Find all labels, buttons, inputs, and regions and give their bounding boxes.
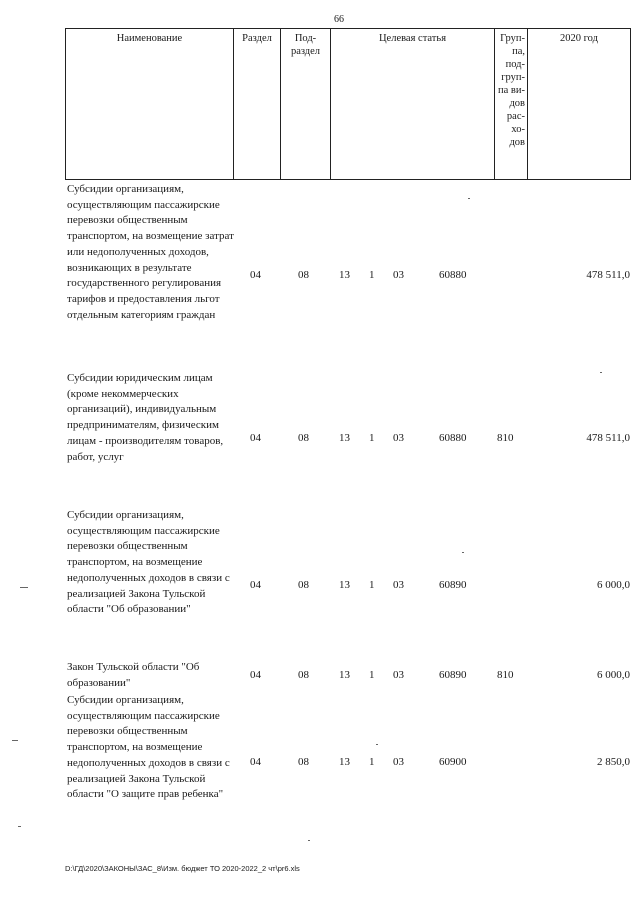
- row-name: Субсидии организациям, осуществляющим пассажирские перевозки общественным транспортом, на возмещение затрат или недополученных доходов, возникающих в результате государственного регулирования тарифов и предоставления льгот отдельным категориям граждан: [67, 183, 234, 321]
- row-subsection: 08: [298, 579, 309, 591]
- row-name: Субсидии юридическим лицам (кроме некоммерческих организаций), индивидуальным предпринимателям, физическим лицам - производителям товаров, работ, услуг: [67, 372, 224, 463]
- row-main-event: 03: [393, 669, 404, 681]
- scan-mark: [600, 372, 602, 373]
- row-program: 13: [339, 579, 350, 591]
- row-group: 810: [497, 669, 514, 681]
- row-subsection: 08: [298, 432, 309, 444]
- header-expense-group: Груп- па, под- груп- па ви- дов рас- хо- дов: [498, 33, 525, 148]
- header-name-cell: [66, 29, 234, 179]
- table-row: [65, 182, 631, 352]
- row-section: 04: [250, 432, 261, 444]
- row-program: 13: [339, 756, 350, 768]
- scan-mark: [462, 552, 464, 553]
- row-subprogram: 1: [369, 579, 375, 591]
- row-name: Закон Тульской области "Об образовании": [67, 661, 200, 689]
- header-subsection: Под- раздел: [290, 33, 321, 57]
- row-section: 04: [250, 669, 261, 681]
- row-main-event: 03: [393, 756, 404, 768]
- row-subsection: 08: [298, 669, 309, 681]
- row-main-event: 03: [393, 432, 404, 444]
- scan-mark: [12, 740, 18, 741]
- row-main-event: 03: [393, 269, 404, 281]
- row-subprogram: 1: [369, 669, 375, 681]
- table-row: [65, 660, 631, 694]
- header-name: Наименование: [116, 33, 183, 44]
- row-direction: 60880: [439, 432, 467, 444]
- row-section: 04: [250, 579, 261, 591]
- row-amount: 6 000,0: [597, 579, 630, 591]
- row-subsection: 08: [298, 269, 309, 281]
- row-direction: 60900: [439, 756, 467, 768]
- row-subprogram: 1: [369, 269, 375, 281]
- scan-mark: [376, 744, 378, 745]
- row-amount: 2 850,0: [597, 756, 630, 768]
- header-section-cell: [234, 29, 281, 179]
- row-subprogram: 1: [369, 756, 375, 768]
- table-row: [65, 371, 631, 491]
- row-section: 04: [250, 269, 261, 281]
- row-section: 04: [250, 756, 261, 768]
- header-target-item: Целевая статья: [378, 33, 447, 44]
- row-program: 13: [339, 669, 350, 681]
- row-main-event: 03: [393, 579, 404, 591]
- table-row: [65, 693, 631, 823]
- table-header: [65, 28, 631, 180]
- table-row: [65, 508, 631, 638]
- row-amount: 478 511,0: [586, 269, 630, 281]
- row-name: Субсидии организациям, осуществляющим пассажирские перевозки общественным транспортом, на возмещение недополученных доходов в связи с реализацией Закона Тульской области "Об образовании": [67, 509, 230, 616]
- header-expense-group-cell: [495, 29, 528, 179]
- row-group: 810: [497, 432, 514, 444]
- row-amount: 6 000,0: [597, 669, 630, 681]
- scan-mark: [468, 198, 470, 199]
- row-subprogram: 1: [369, 432, 375, 444]
- header-year-cell: [528, 29, 630, 179]
- header-section: Раздел: [242, 33, 272, 44]
- scan-mark: [308, 840, 310, 841]
- row-direction: 60890: [439, 579, 467, 591]
- row-direction: 60890: [439, 669, 467, 681]
- row-subsection: 08: [298, 756, 309, 768]
- row-program: 13: [339, 269, 350, 281]
- scan-mark: [18, 826, 21, 827]
- row-program: 13: [339, 432, 350, 444]
- row-name: Субсидии организациям, осуществляющим пассажирские перевозки общественным транспортом, на возмещение недополученных доходов в связи с реализацией Закона Тульской области "О защите прав ребенка": [67, 694, 230, 801]
- row-direction: 60880: [439, 269, 467, 281]
- file-path-footer: D:\ГД\2020\ЗАКОНЫ\ЗАС_8\Изм. бюджет ТО 2020-2022_2 чт\pr6.xls: [65, 864, 300, 873]
- header-year-2020: 2020 год: [560, 33, 598, 44]
- page-number: 66: [334, 14, 344, 25]
- header-target-item-cell: [331, 29, 495, 179]
- header-subsection-cell: [281, 29, 331, 179]
- scan-mark: [20, 587, 28, 588]
- row-amount: 478 511,0: [586, 432, 630, 444]
